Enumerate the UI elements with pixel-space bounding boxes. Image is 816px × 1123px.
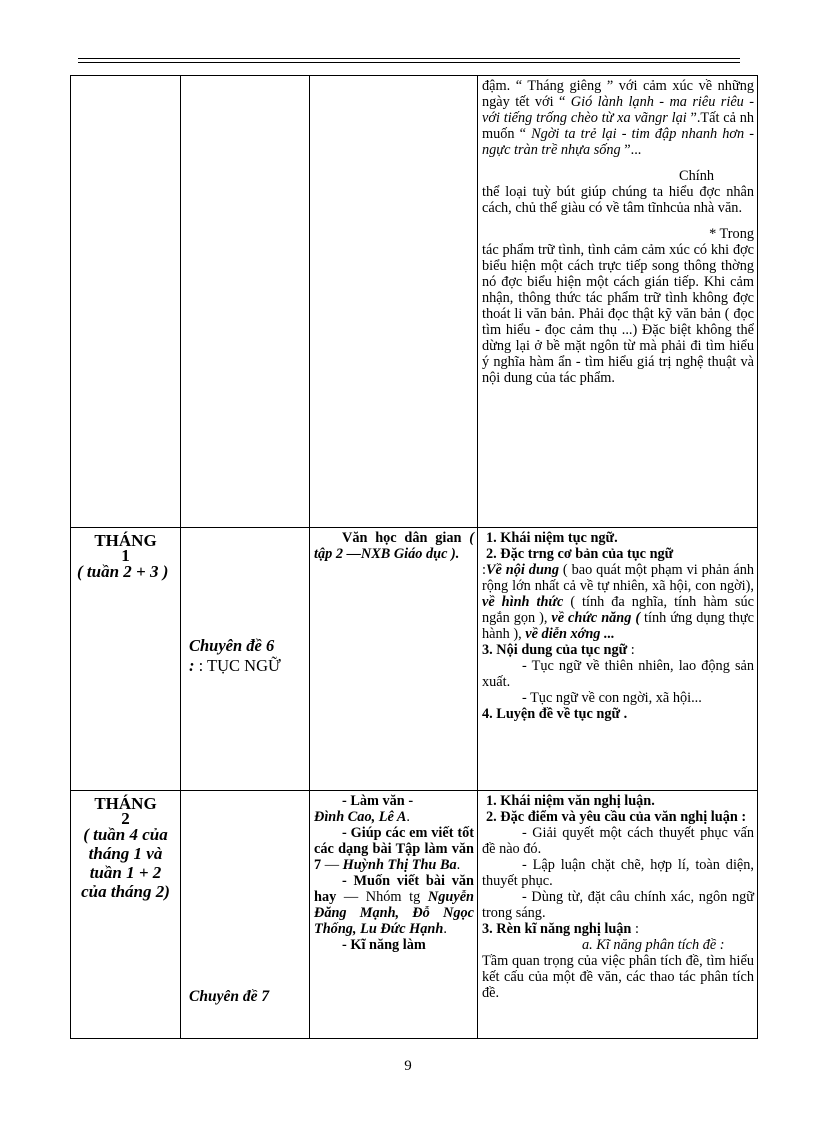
content-item: - Tục ngữ về con ngời, xã hội... [522,690,702,706]
source-cell: Văn học dân gian ( tập 2 —NXB Giáo dục ). [310,528,478,791]
content-item: a. Kĩ năng phân tích đề : [582,937,725,953]
table-row [71,791,758,1039]
content-cell [478,528,758,791]
month-cell: THÁNG 1 ( tuần 2 + 3 ) [71,528,181,791]
content-item: 1. Khái niệm văn nghị luận. [486,793,655,809]
content-paragraph: đậm. “ Tháng giêng ” với cảm xúc về những ngày tết với “ Gió lành lạnh - ma riêu riêu - với tiếng trống chèo từ xa vãngr lại ”.Tất cả nh muốn “ Ngời ta trẻ lại - tim đập nhanh hơn - ngực tràn trề nhựa sống ”... [482,78,755,158]
content-item: 1. Khái niệm tục ngữ. [486,530,618,546]
content-paragraph: Chính [679,168,714,184]
content-cell [478,791,758,1039]
topic-cell [181,76,310,528]
month-cell [71,76,181,528]
page-number: 9 [404,1058,412,1074]
content-cell [478,76,758,528]
content-item: 3. Rèn kĩ năng nghị luận : [482,921,639,937]
content-paragraph: * Trong [709,226,754,242]
content-paragraph: thể loại tuỳ bút giúp chúng ta hiểu đợc nhân cách, chủ thể giàu có về tâm tĩnhcủa nhà văn. [482,184,754,216]
content-item: Tầm quan trọng của việc phân tích đề, tìm hiểu kết cấu của một đề văn, các thao tác phân tích đề. [482,953,754,1001]
content-paragraph: tác phẩm trữ tình, tình cảm cảm xúc có khi đợc biểu hiện một cách trực tiếp song thông thờng nó đợc biểu hiện một cách gián tiếp. Khi cảm nhận, thông thức tác phẩm trữ tình không đợc thoát li văn bản. Phải đọc thật kỹ văn bản ( đọc tìm hiểu - đọc cảm thụ ...) Đặc biệt không thể dừng lại ở bề mặt ngôn từ mà phải đi tìm hiểu ý nghĩa hàm ẩn - tìm hiểu giá trị nghệ thuật và nội dung của tác phẩm. [482,242,754,386]
content-item: - Giải quyết một cách thuyết phục vấn đề nào đó. [482,825,754,857]
content-item: - Dùng từ, đặt câu chính xác, ngôn ngữ trong sáng. [482,889,754,921]
curriculum-table [70,75,758,1039]
header-rule-bottom [78,62,740,63]
topic-cell: Chuyên đề 7 [181,791,310,1039]
source-cell: - Làm văn - Đình Cao, Lê A. - Giúp các em viết tốt các dạng bài Tập làm văn 7 — Huỳnh Thị Thu Ba. - Muốn viết bài văn hay — Nhóm tg Nguyễn Đăng Mạnh, Đỗ Ngọc Thống, Lu Đức Hạnh. - Kĩ năng làm [310,791,478,1039]
content-item: - Tục ngữ về thiên nhiên, lao động sản xuất. [482,658,754,690]
content-item: 2. Đặc trng cơ bản của tục ngữ :Về nội dung ( bao quát một phạm vi phản ánh rộng lớn nhất cả về tự nhiên, xã hội, con ngời), về hình thức ( tính đa nghĩa, tính hàm súc ngắn gọn ), về chức năng ( tính ứng dụng thực hành ), về diễn xớng ... [482,546,754,642]
table-row [71,528,758,791]
topic-cell: Chuyên đề 6 : : TỤC NGỮ [181,528,310,791]
table-row [71,76,758,528]
content-item: 4. Luyện đề về tục ngữ . [482,706,628,722]
content-item: - Lập luận chặt chẽ, hợp lí, toàn diện, thuyết phục. [482,857,754,889]
month-cell: THÁNG 2 ( tuần 4 của tháng 1 và tuần 1 + 2 của tháng 2) [71,791,181,1039]
content-item: 2. Đặc điểm và yêu cầu của văn nghị luận : [486,809,747,825]
source-cell [310,76,478,528]
content-item: 3. Nội dung của tục ngữ : [482,642,635,658]
header-rule-top [78,58,740,59]
